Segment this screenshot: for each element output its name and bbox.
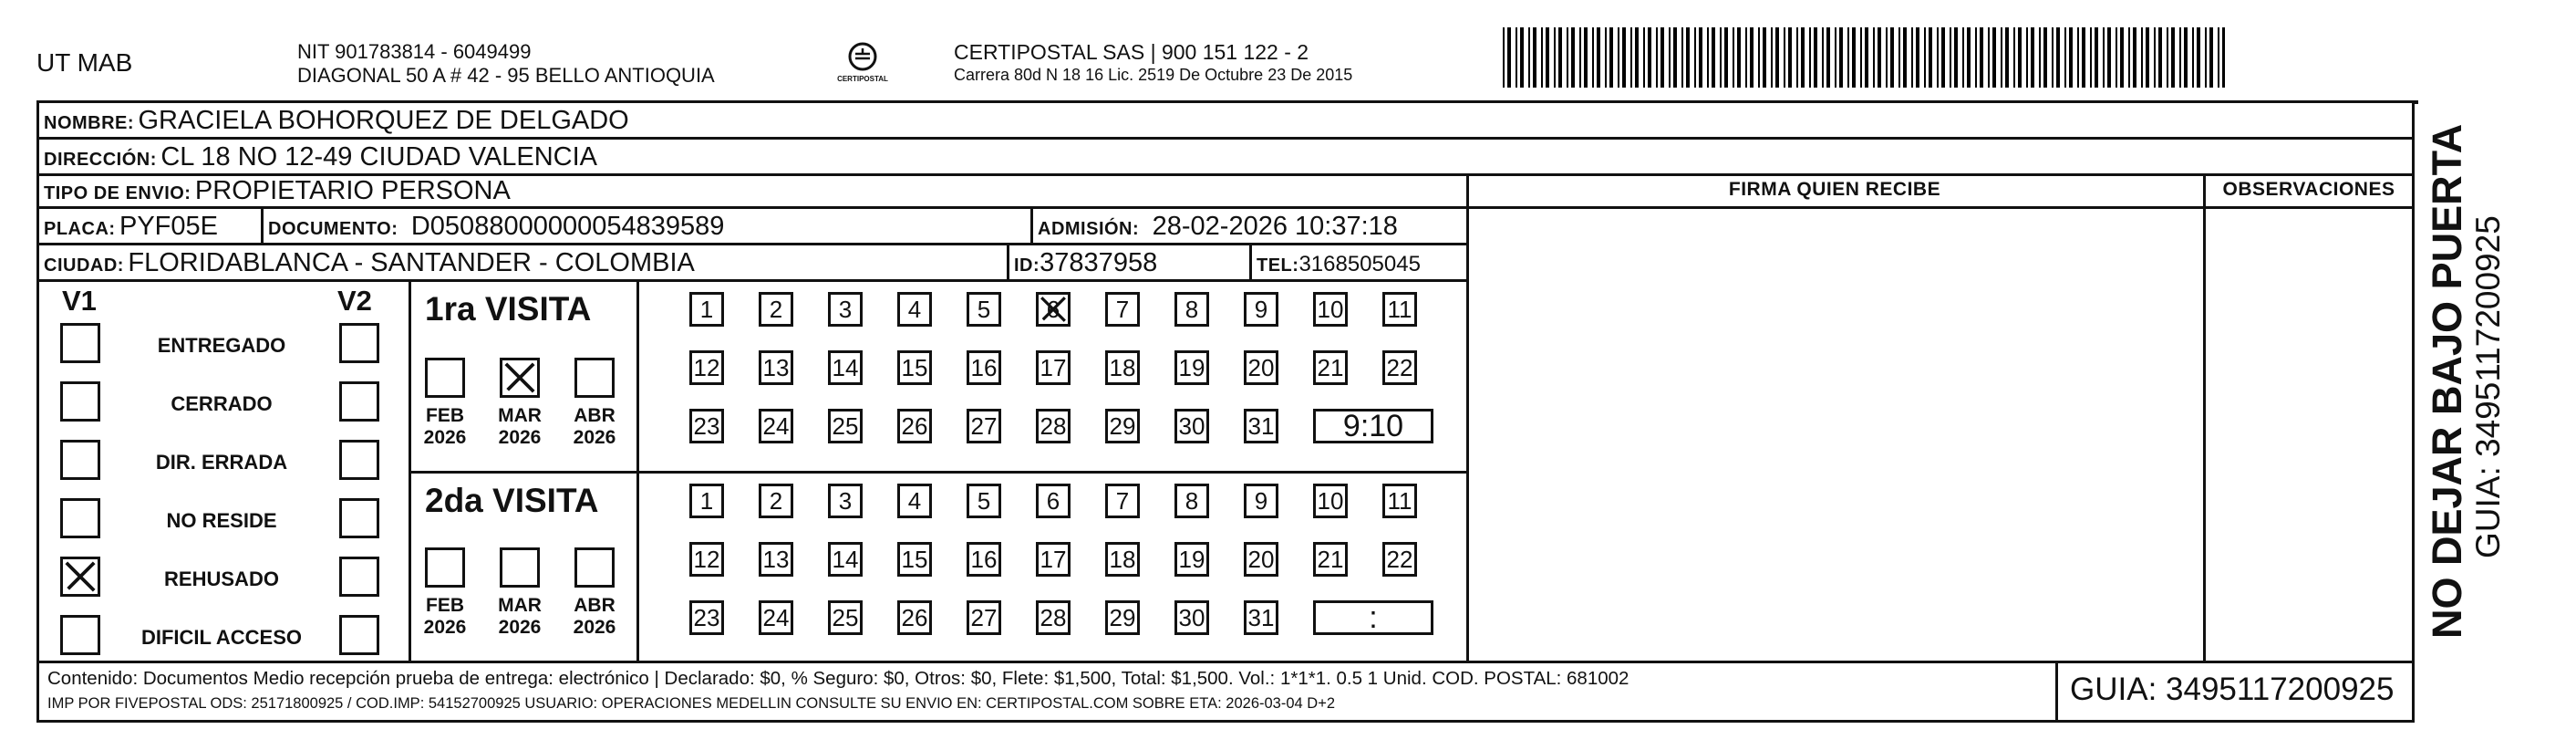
tel-label: TEL: [1257, 255, 1299, 276]
ciudad-value: FLORIDABLANCA - SANTANDER - COLOMBIA [128, 248, 695, 277]
v1-day-2[interactable]: 2 [759, 292, 793, 327]
barcode-bar [2167, 27, 2168, 88]
v1-day-6[interactable] [1036, 292, 1071, 327]
option-label-5: DIFICIL ACCESO [140, 626, 302, 649]
barcode-bar [1592, 27, 1594, 88]
month-name: MAR [498, 595, 542, 616]
barcode-bar [1929, 27, 1932, 88]
barcode-bar [1673, 27, 1677, 88]
barcode-bar [1809, 27, 1811, 88]
barcode-bar [1681, 27, 1683, 88]
x-mark-icon [1039, 295, 1068, 324]
barcode-bar [2222, 27, 2225, 88]
barcode-bar [1712, 27, 1715, 88]
v2-month-label-feb [413, 595, 477, 639]
day-number: 6 [1046, 295, 1060, 323]
barcode-bar [2141, 27, 2143, 88]
month-name: ABR [574, 405, 616, 426]
barcode-bar [1988, 27, 1990, 88]
month-year: 2026 [573, 617, 616, 638]
barcode-bar [1694, 27, 1696, 88]
placa-value: PYF05E [119, 212, 218, 241]
barcode-bar [1516, 27, 1517, 88]
v1-day-22[interactable]: 22 [1382, 350, 1417, 385]
barcode-bar [1847, 27, 1849, 88]
v2-day-4[interactable]: 4 [897, 484, 932, 518]
v2-checkbox-3[interactable] [339, 498, 379, 538]
v2-day-24[interactable]: 24 [759, 600, 793, 635]
ciudad-label: CIUDAD: [44, 255, 124, 276]
v1-day-3[interactable]: 3 [828, 292, 863, 327]
firma-header: FIRMA QUIEN RECIBE [1728, 179, 1941, 200]
v2-day-7[interactable]: 7 [1105, 484, 1140, 518]
barcode-bar [1873, 27, 1875, 88]
v2-day-27[interactable]: 27 [967, 600, 1001, 635]
v1-day-24[interactable]: 24 [759, 409, 793, 443]
barcode-bar [2026, 27, 2028, 88]
nombre-value: GRACIELA BOHORQUEZ DE DELGADO [138, 106, 629, 135]
barcode-bar [1763, 27, 1766, 88]
v1-day-15[interactable]: 15 [897, 350, 932, 385]
barcode-bar [1775, 27, 1779, 88]
v1-day-9[interactable]: 9 [1244, 292, 1278, 327]
v1-month-label-abr [563, 405, 626, 449]
barcode-bar [2095, 27, 2098, 88]
observaciones-area[interactable] [2207, 210, 2411, 657]
barcode-bar [1865, 27, 1868, 88]
v1-checkbox-2[interactable] [60, 440, 100, 480]
v2-day-8[interactable]: 8 [1174, 484, 1209, 518]
barcode-bar [1554, 27, 1556, 88]
v2-checkbox-1[interactable] [339, 381, 379, 422]
month-year: 2026 [573, 427, 616, 448]
nombre-label: NOMBRE: [44, 113, 135, 133]
v2-month-label-abr [563, 595, 626, 639]
side-guia: GUIA: 3495117200925 [2469, 215, 2507, 558]
v2-checkbox-0[interactable] [339, 323, 379, 363]
option-label-2: DIR. ERRADA [155, 451, 288, 474]
v2-day-3[interactable]: 3 [828, 484, 863, 518]
barcode-bar [1967, 27, 1971, 88]
barcode-bar [1898, 27, 1900, 88]
barcode-bar [2107, 27, 2111, 88]
v1-day-20[interactable]: 20 [1244, 350, 1278, 385]
firma-area[interactable] [1470, 210, 2199, 657]
barcode-bar [1648, 27, 1651, 88]
v2-day-30[interactable]: 30 [1174, 600, 1209, 635]
barcode-bar [1992, 27, 1996, 88]
barcode-bar [1980, 27, 1983, 88]
barcode-bar [1822, 27, 1824, 88]
barcode-bar [2146, 27, 2149, 88]
barcode-bar [2039, 27, 2041, 88]
footer-line1: Contenido: Documentos Medio recepción prueba de entrega: electrónico | Declarado: $0, % Seguro: $0, Otros: $0, Flete: $1,500, Total: $1,500. Vol.: 1*1*1. 0.5 1 Unid. COD. POSTAL: 681002 [47, 668, 1629, 689]
v2-day-6[interactable]: 6 [1036, 484, 1071, 518]
barcode-bar [2005, 27, 2009, 88]
barcode-bar [2171, 27, 2175, 88]
v2-day-11[interactable]: 11 [1382, 484, 1417, 518]
v1-checkbox-4[interactable] [60, 557, 100, 597]
barcode-bar [1835, 27, 1836, 88]
barcode-bar [1737, 27, 1741, 88]
month-name: ABR [574, 595, 616, 616]
barcode-bar [1622, 27, 1626, 88]
barcode-bar [1954, 27, 1958, 88]
v2-day-13[interactable]: 13 [759, 542, 793, 577]
admision-value: 28-02-2026 10:37:18 [1152, 212, 1398, 241]
admision-label: ADMISIÓN: [1038, 219, 1140, 239]
barcode-bar [2056, 27, 2060, 88]
barcode-bar [1860, 27, 1862, 88]
barcode-bar [1597, 27, 1600, 88]
barcode-bar [1801, 27, 1805, 88]
barcode-bar [2031, 27, 2034, 88]
v2-time-box[interactable]: : [1313, 600, 1433, 635]
barcode-bar [1852, 27, 1856, 88]
barcode-bar [1541, 27, 1543, 88]
barcode-bar [2082, 27, 2085, 88]
barcode-bar [1745, 27, 1747, 88]
barcode-bar [2192, 27, 2194, 88]
barcode-bar [1962, 27, 1964, 88]
tipo-value: PROPIETARIO PERSONA [194, 176, 511, 205]
v1-day-5[interactable]: 5 [967, 292, 1001, 327]
second-visit-title: 2da VISITA [425, 482, 599, 519]
option-label-3: NO RESIDE [166, 509, 277, 532]
barcode-bar [1724, 27, 1728, 88]
v1-day-27[interactable]: 27 [967, 409, 1001, 443]
v1-day-12[interactable]: 12 [689, 350, 724, 385]
nit: NIT 901783814 - 6049499 [297, 40, 532, 63]
barcode-bar [1643, 27, 1645, 88]
barcode-bar [1796, 27, 1798, 88]
barcode-bar [1750, 27, 1754, 88]
v1-day-16[interactable]: 16 [967, 350, 1001, 385]
certipostal-logo [837, 40, 888, 86]
tel-value: 3168505045 [1298, 252, 1421, 276]
v2-day-31[interactable]: 31 [1244, 600, 1278, 635]
barcode-bar [1941, 27, 1945, 88]
barcode-bar [2064, 27, 2066, 88]
barcode-bar [2116, 27, 2117, 88]
option-label-0: ENTREGADO [157, 334, 286, 357]
barcode-bar [1686, 27, 1690, 88]
barcode-bar [1630, 27, 1632, 88]
footer-line2: IMP POR FIVEPOSTAL ODS: 25171800925 / COD.IMP: 54152700925 USUARIO: OPERACIONES MEDELLIN CONSULTE SU ENVIO EN: CERTIPOSTAL.COM SOBRE ETA: 2026-03-04 D+2 [47, 695, 1336, 712]
direccion-label: DIRECCIÓN: [44, 150, 157, 170]
v1-day-4[interactable]: 4 [897, 292, 932, 327]
v2-day-10[interactable]: 10 [1313, 484, 1348, 518]
observaciones-header: OBSERVACIONES [2222, 179, 2395, 200]
barcode-bar [1605, 27, 1607, 88]
v2-day-25[interactable]: 25 [828, 600, 863, 635]
barcode-bar [2090, 27, 2092, 88]
v2-day-14[interactable]: 14 [828, 542, 863, 577]
id-label: ID: [1014, 255, 1040, 276]
company-address: DIAGONAL 50 A # 42 - 95 BELLO ANTIOQUIA [297, 64, 715, 87]
v2-day-1[interactable]: 1 [689, 484, 724, 518]
barcode-bar [1784, 27, 1785, 88]
barcode-bar [1584, 27, 1588, 88]
barcode-bar [2179, 27, 2181, 88]
barcode-bar [1669, 27, 1671, 88]
documento-value: D05088000000054839589 [410, 212, 725, 241]
v2-month-box-abr[interactable] [574, 547, 615, 588]
barcode-bar [2218, 27, 2219, 88]
v1-month-label-feb [413, 405, 477, 449]
barcode-bar [2128, 27, 2130, 88]
v2-day-29[interactable]: 29 [1105, 600, 1140, 635]
v2-checkbox-4[interactable] [339, 557, 379, 597]
barcode-bar [1660, 27, 1664, 88]
barcode-bar [1528, 27, 1530, 88]
v1-checkbox-5[interactable] [60, 615, 100, 655]
v2-day-18[interactable]: 18 [1105, 542, 1140, 577]
barcode-bar [1758, 27, 1760, 88]
barcode-bar [1771, 27, 1773, 88]
side-text [2426, 91, 2508, 639]
barcode-bar [1571, 27, 1575, 88]
barcode-bar [1890, 27, 1894, 88]
v2-checkbox-5[interactable] [339, 615, 379, 655]
barcode-bar [2052, 27, 2054, 88]
barcode-bar [2154, 27, 2156, 88]
barcode-bar [1656, 27, 1658, 88]
v1-checkbox-1[interactable] [60, 381, 100, 422]
placa-label: PLACA: [44, 219, 116, 239]
barcode-bar [2043, 27, 2047, 88]
v2-day-15[interactable]: 15 [897, 542, 932, 577]
v2-day-5[interactable]: 5 [967, 484, 1001, 518]
x-mark-icon [502, 360, 537, 395]
v2-day-26[interactable]: 26 [897, 600, 932, 635]
barcode-bar [1520, 27, 1524, 88]
company-name: UT MAB [36, 48, 133, 77]
v2-label: V2 [337, 285, 372, 317]
barcode-bar [1609, 27, 1613, 88]
v1-month-box-mar[interactable] [500, 358, 540, 398]
barcode-bar [2133, 27, 2136, 88]
barcode-bar [1558, 27, 1562, 88]
month-name: FEB [426, 405, 464, 426]
barcode-bar [1950, 27, 1951, 88]
barcode-bar [2184, 27, 2188, 88]
v1-day-28[interactable]: 28 [1036, 409, 1071, 443]
v1-checkbox-0[interactable] [60, 323, 100, 363]
barcode-bar [2069, 27, 2073, 88]
x-mark-icon [63, 559, 98, 594]
barcode-bar [2120, 27, 2124, 88]
barcode-bar [1975, 27, 1977, 88]
month-year: 2026 [498, 617, 542, 638]
month-name: FEB [426, 595, 464, 616]
v1-label: V1 [62, 285, 97, 317]
v1-day-8[interactable]: 8 [1174, 292, 1209, 327]
v1-day-29[interactable]: 29 [1105, 409, 1140, 443]
v2-day-12[interactable]: 12 [689, 542, 724, 577]
v1-day-13[interactable]: 13 [759, 350, 793, 385]
v1-day-18[interactable]: 18 [1105, 350, 1140, 385]
month-year: 2026 [423, 617, 467, 638]
v1-day-25[interactable]: 25 [828, 409, 863, 443]
barcode-bar [2209, 27, 2213, 88]
v1-day-26[interactable]: 26 [897, 409, 932, 443]
barcode-bar [1911, 27, 1913, 88]
barcode-bar [1788, 27, 1792, 88]
barcode-bar [1916, 27, 1919, 88]
v2-day-20[interactable]: 20 [1244, 542, 1278, 577]
barcode-bar [1924, 27, 1926, 88]
barcode-bar [2013, 27, 2015, 88]
barcode-bar [1533, 27, 1536, 88]
option-label-1: CERRADO [171, 392, 273, 415]
barcode-bar [1826, 27, 1830, 88]
barcode-bar [1814, 27, 1817, 88]
footer-guia: GUIA: 3495117200925 [2070, 672, 2395, 707]
v2-day-23[interactable]: 23 [689, 600, 724, 635]
barcode-bar [1733, 27, 1734, 88]
barcode-bar [2103, 27, 2105, 88]
barcode-bar [2158, 27, 2162, 88]
certipostal-nit: CERTIPOSTAL SAS | 900 151 122 - 2 [954, 40, 1309, 64]
v2-day-28[interactable]: 28 [1036, 600, 1071, 635]
v2-month-box-mar[interactable] [500, 547, 540, 588]
v1-day-11[interactable]: 11 [1382, 292, 1417, 327]
barcode-bar [1579, 27, 1581, 88]
v2-day-16[interactable]: 16 [967, 542, 1001, 577]
barcode-bar [1903, 27, 1907, 88]
documento-label: DOCUMENTO: [268, 219, 398, 239]
license: Carrera 80d N 18 16 Lic. 2519 De Octubre 23 De 2015 [954, 66, 1353, 84]
option-label-4: REHUSADO [164, 568, 279, 590]
month-name: MAR [498, 405, 542, 426]
barcode-bar [1618, 27, 1619, 88]
month-year: 2026 [423, 427, 467, 448]
barcode-bar [2197, 27, 2200, 88]
v1-day-23[interactable]: 23 [689, 409, 724, 443]
direccion-value: CL 18 NO 12-49 CIUDAD VALENCIA [160, 142, 598, 172]
v1-day-31[interactable]: 31 [1244, 409, 1278, 443]
v1-day-21[interactable]: 21 [1313, 350, 1348, 385]
v1-time-box[interactable]: 9:10 [1313, 409, 1433, 443]
month-year: 2026 [498, 427, 542, 448]
v1-day-10[interactable]: 10 [1313, 292, 1348, 327]
v2-checkbox-2[interactable] [339, 440, 379, 480]
v2-day-2[interactable]: 2 [759, 484, 793, 518]
v1-day-14[interactable]: 14 [828, 350, 863, 385]
barcode-bar [1707, 27, 1709, 88]
v2-day-22[interactable]: 22 [1382, 542, 1417, 577]
tipo-label: TIPO DE ENVIO: [44, 183, 191, 203]
barcode [1503, 27, 2225, 88]
barcode-bar [1886, 27, 1888, 88]
barcode-bar [1507, 27, 1511, 88]
barcode-bar [1567, 27, 1568, 88]
v2-day-21[interactable]: 21 [1313, 542, 1348, 577]
barcode-bar [2077, 27, 2079, 88]
barcode-bar [1937, 27, 1939, 88]
v1-day-7[interactable]: 7 [1105, 292, 1140, 327]
barcode-bar [1699, 27, 1702, 88]
id-value: 37837958 [1040, 248, 1158, 277]
first-visit-title: 1ra VISITA [425, 290, 592, 328]
barcode-bar [2018, 27, 2022, 88]
v2-day-17[interactable]: 17 [1036, 542, 1071, 577]
side-frame [2415, 100, 2418, 104]
barcode-bar [1635, 27, 1639, 88]
v1-month-box-feb[interactable] [425, 358, 465, 398]
v2-day-19[interactable]: 19 [1174, 542, 1209, 577]
barcode-bar [1546, 27, 1549, 88]
v2-month-box-feb[interactable] [425, 547, 465, 588]
v1-checkbox-3[interactable] [60, 498, 100, 538]
barcode-bar [2205, 27, 2207, 88]
logo-text: CERTIPOSTAL [837, 75, 888, 83]
barcode-bar [2001, 27, 2002, 88]
v1-month-label-mar [488, 405, 552, 449]
barcode-bar [1839, 27, 1843, 88]
barcode-bar [1720, 27, 1722, 88]
v1-day-1[interactable]: 1 [689, 292, 724, 327]
v1-day-19[interactable]: 19 [1174, 350, 1209, 385]
v2-month-label-mar [488, 595, 552, 639]
barcode-bar [1878, 27, 1881, 88]
no-dejar-bajo-puerta: NO DEJAR BAJO PUERTA [2424, 123, 2470, 639]
barcode-bar [1503, 27, 1505, 88]
v1-day-30[interactable]: 30 [1174, 409, 1209, 443]
v1-day-17[interactable]: 17 [1036, 350, 1071, 385]
v2-day-9[interactable]: 9 [1244, 484, 1278, 518]
v1-month-box-abr[interactable] [574, 358, 615, 398]
